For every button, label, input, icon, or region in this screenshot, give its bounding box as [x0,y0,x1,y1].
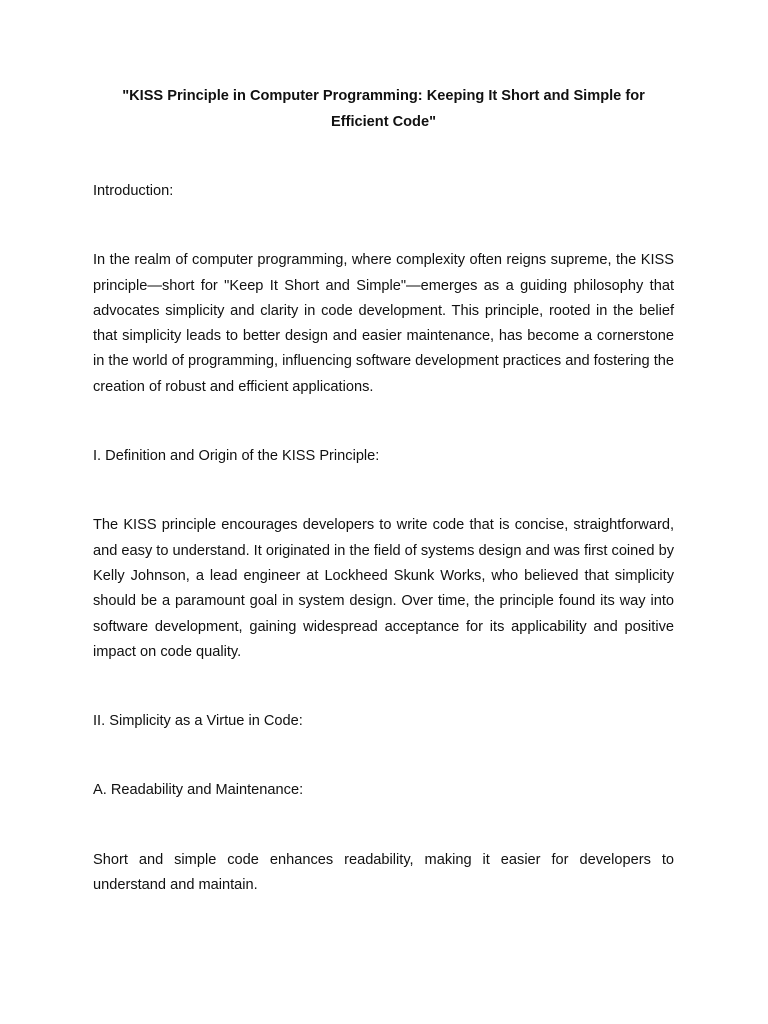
document-body [93,84,674,898]
spacer [93,135,674,179]
spacer [93,665,674,709]
section-heading-definition: I. Definition and Origin of the KISS Principle: [93,448,380,465]
spacer [93,469,674,513]
spacer [93,804,674,848]
paragraph-definition: The KISS principle encourages developers to write code that is concise, straightforward, and easy to understand. It originated in the field of systems design and was first coined by Kelly Johnson, a lead engineer at Lockheed Skunk Works, who believed that simplicity should be a paramount goal in system design. Over time, the principle found its way into software development, gaining widespread acceptance for its applicability and positive impact on code quality. [93,517,674,660]
paragraph-readability: Short and simple code enhances readability, making it easier for developers to understand and maintain. [93,851,674,894]
spacer [93,734,674,778]
document-title: "KISS Principle in Computer Programming: Keeping It Short and Simple for Efficient Code" [122,88,645,130]
spacer [93,400,674,444]
section-heading-simplicity: II. Simplicity as a Virtue in Code: [93,713,303,730]
section-heading-introduction: Introduction: [93,183,174,199]
paragraph-introduction: In the realm of computer programming, where complexity often reigns supreme, the KISS principle—short for "Keep It Short and Simple"—emerges as a guiding philosophy that advocates simplicity and clarity in code development. This principle, rooted in the belief that simplicity leads to better design and easier maintenance, has become a cornerstone in the world of programming, influencing software development practices and fostering the creation of robust and efficient applications. [93,252,674,395]
spacer [93,204,674,248]
subsection-heading-readability: A. Readability and Maintenance: [93,782,304,799]
